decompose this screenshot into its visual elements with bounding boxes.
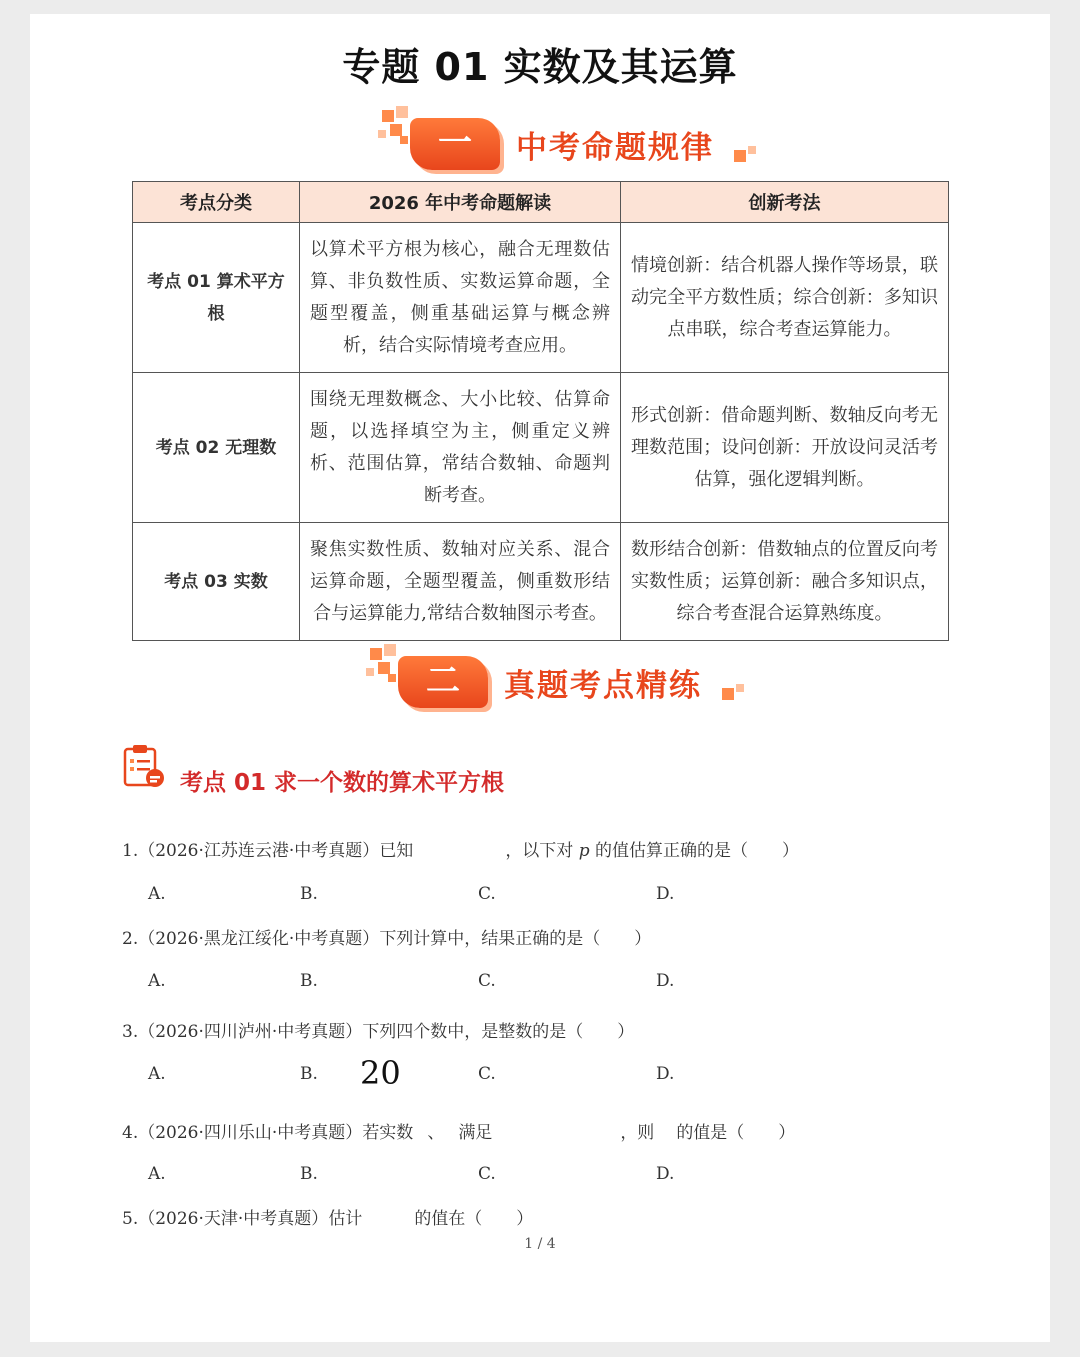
category-cell: 考点 01 算术平方根 <box>133 223 300 373</box>
option-b-value: 20 <box>360 1054 401 1092</box>
table-row <box>133 523 949 641</box>
decor-square <box>384 644 396 656</box>
category-cell: 考点 03 实数 <box>133 523 300 641</box>
option-c[interactable]: C. <box>478 1064 496 1084</box>
table-header-row <box>133 182 949 223</box>
section-label: 真题考点精练 <box>504 668 702 704</box>
table-row <box>133 373 949 523</box>
table-row <box>133 223 949 373</box>
category-cell: 考点 02 无理数 <box>133 373 300 523</box>
exam-summary-table <box>132 181 949 641</box>
option-c[interactable]: C. <box>478 1164 496 1184</box>
question-3: 3.（2026·四川泸州·中考真题）下列四个数中，是整数的是（ ） <box>122 1022 635 1042</box>
option-b[interactable]: B. <box>300 971 318 991</box>
decor-square <box>736 684 744 692</box>
option-b[interactable]: B. <box>300 1164 318 1184</box>
decor-square <box>734 150 746 162</box>
innovation-cell: 数形结合创新：借数轴点的位置反向考实数性质；运算创新：融合多知识点，综合考查混合运算熟练度。 <box>621 523 949 641</box>
decor-square <box>722 688 734 700</box>
section-banner-1 <box>378 106 778 178</box>
decor-square <box>748 146 756 154</box>
decor-square <box>388 674 396 682</box>
interpretation-cell: 聚焦实数性质、数轴对应关系、混合运算命题，全题型覆盖，侧重数形结合与运算能力,常结合数轴图示考查。 <box>300 523 621 641</box>
column-header: 2026 年中考命题解读 <box>300 182 621 223</box>
decor-square <box>378 662 390 674</box>
interpretation-cell: 以算术平方根为核心，融合无理数估算、非负数性质、实数运算命题，全题型覆盖，侧重基础运算与概念辨析，结合实际情境考查应用。 <box>300 223 621 373</box>
clipboard-icon <box>122 743 166 789</box>
point-title: 考点 01 求一个数的算术平方根 <box>180 770 505 796</box>
column-header: 考点分类 <box>133 182 300 223</box>
option-d[interactable]: D. <box>656 1164 675 1184</box>
option-a[interactable]: A. <box>148 884 166 904</box>
section-label: 中考命题规律 <box>516 130 714 166</box>
option-c[interactable]: C. <box>478 971 496 991</box>
option-d[interactable]: D. <box>656 884 675 904</box>
decor-square <box>400 136 408 144</box>
decor-square <box>390 124 402 136</box>
decor-square <box>378 130 386 138</box>
option-d[interactable]: D. <box>656 971 675 991</box>
option-c[interactable]: C. <box>478 884 496 904</box>
innovation-cell: 形式创新：借命题判断、数轴反向考无理数范围；设问创新：开放设问灵活考估算，强化逻辑判断。 <box>621 373 949 523</box>
option-d[interactable]: D. <box>656 1064 675 1084</box>
decor-square <box>396 106 408 118</box>
option-b[interactable]: B. <box>300 1064 318 1084</box>
question-1: 1.（2026·江苏连云港·中考真题）已知 ，以下对 p 的值估算正确的是（ ） <box>122 841 800 861</box>
innovation-cell: 情境创新：结合机器人操作等场景，联动完全平方数性质；综合创新：多知识点串联，综合考查运算能力。 <box>621 223 949 373</box>
section-banner-2 <box>366 644 766 716</box>
interpretation-cell: 围绕无理数概念、大小比较、估算命题，以选择填空为主，侧重定义辨析、范围估算，常结合数轴、命题判断考查。 <box>300 373 621 523</box>
decor-square <box>370 648 382 660</box>
option-a[interactable]: A. <box>148 1164 166 1184</box>
option-a[interactable]: A. <box>148 971 166 991</box>
page-number: 1 / 4 <box>524 1236 556 1252</box>
question-5: 5.（2026·天津·中考真题）估计 的值在（ ） <box>122 1209 534 1229</box>
document-title: 专题 01 实数及其运算 <box>342 45 738 89</box>
question-2: 2.（2026·黑龙江绥化·中考真题）下列计算中，结果正确的是（ ） <box>122 929 652 949</box>
option-a[interactable]: A. <box>148 1064 166 1084</box>
section-badge: 一 <box>410 118 500 170</box>
decor-square <box>382 110 394 122</box>
column-header: 创新考法 <box>621 182 949 223</box>
option-b[interactable]: B. <box>300 884 318 904</box>
question-4: 4.（2026·四川乐山·中考真题）若实数 、 满足 ，则 的值是（ ） <box>122 1123 796 1143</box>
decor-square <box>366 668 374 676</box>
section-badge: 二 <box>398 656 488 708</box>
